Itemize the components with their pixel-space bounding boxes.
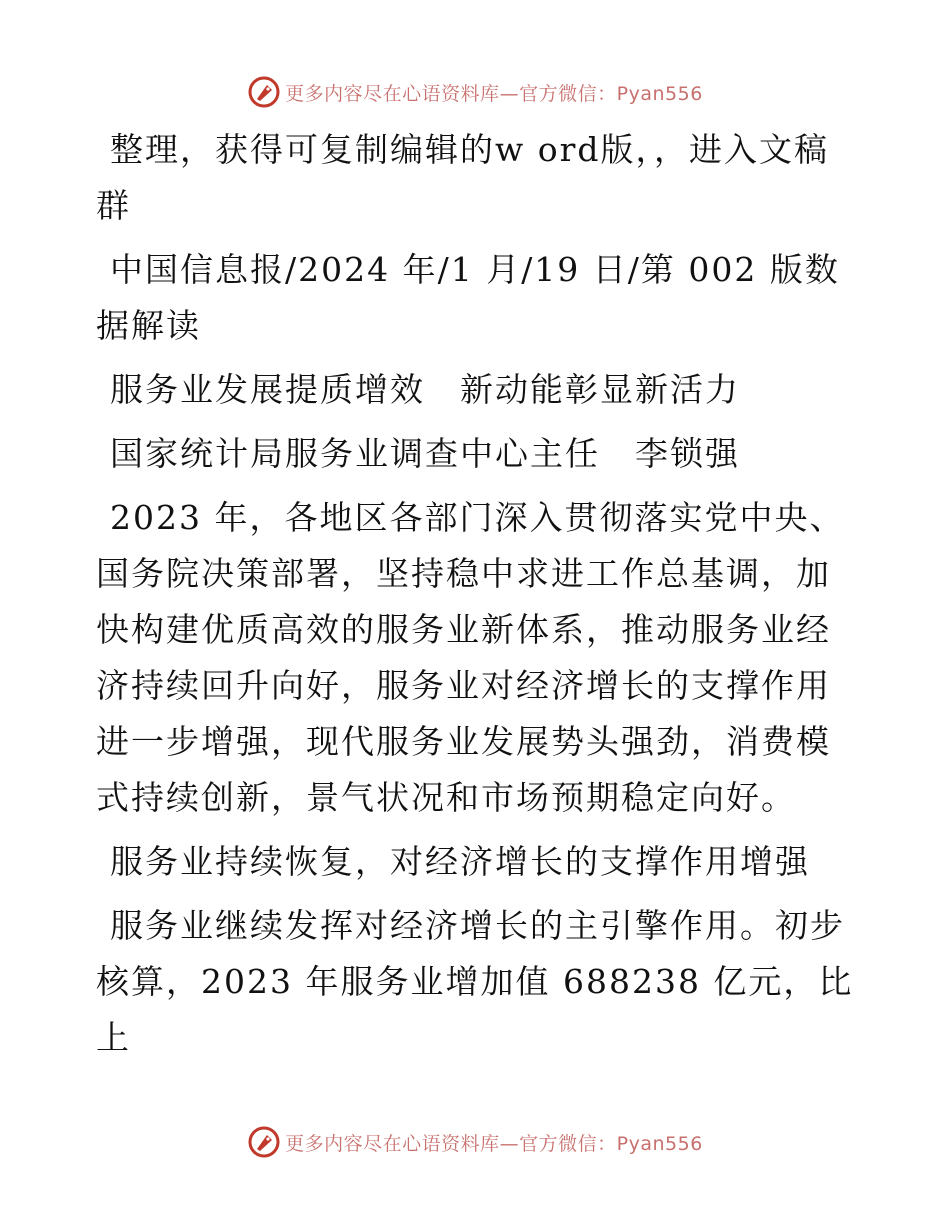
footer-banner-text: 更多内容尽在心语资料库—官方微信：Pyan556 (285, 1132, 703, 1155)
footer-watermark-banner (0, 1122, 950, 1162)
pen-nib-circle-icon (247, 1125, 281, 1159)
article-title: 服务业发展提质增效 新动能彰显新活力 (110, 370, 740, 409)
intro-paragraph: 整理，获得可复制编辑的w ord版，，进入文稿群 (96, 130, 830, 225)
source-line: 中国信息报/2024 年/1 月/19 日/第 002 版数据解读 (96, 250, 840, 345)
section-heading: 服务业持续恢复，对经济增长的支撑作用增强 (110, 842, 810, 881)
header-banner-text: 更多内容尽在心语资料库—官方微信：Pyan556 (285, 82, 703, 105)
author-line: 国家统计局服务业调查中心主任 李锁强 (110, 434, 740, 473)
body-paragraph: 服务业继续发挥对经济增长的主引擎作用。初步核算，2023 年服务业增加值 688238 亿元，比上 (96, 906, 854, 1057)
header-watermark-banner (0, 72, 950, 112)
pen-nib-circle-icon (247, 75, 281, 109)
document-body (96, 122, 856, 1074)
body-paragraph: 2023 年，各地区各部门深入贯彻落实党中央、国务院决策部署，坚持稳中求进工作总基调，加快构建优质高效的服务业新体系，推动服务业经济持续回升向好，服务业对经济增长的支撑作用进一步增强，现代服务业发展势头强劲，消费模式持续创新，景气状况和市场预期稳定向好。 (96, 498, 845, 817)
